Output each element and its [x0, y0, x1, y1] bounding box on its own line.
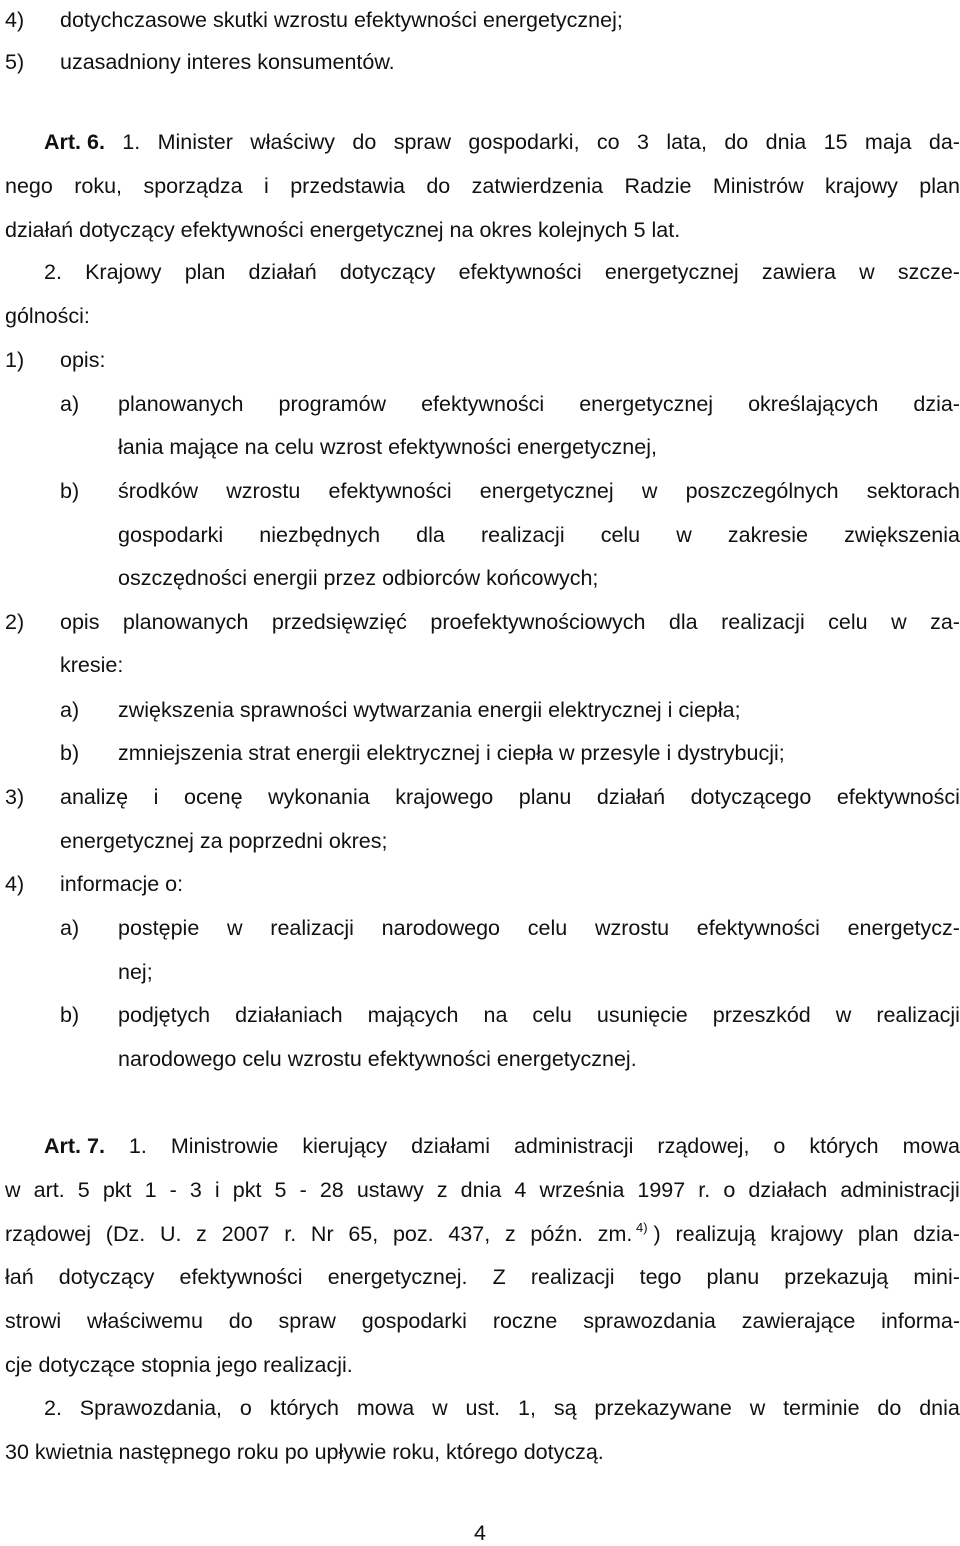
word: przedstawia: [290, 174, 405, 198]
word: planu: [706, 1265, 760, 1289]
word: Ministrów: [712, 174, 804, 198]
word: 1: [144, 1178, 157, 1202]
word: plan: [184, 260, 226, 284]
word: 1997: [637, 1178, 686, 1202]
article-label: Art. 6.: [44, 130, 105, 154]
word: łań: [5, 1265, 34, 1289]
word: 1,: [518, 1396, 536, 1420]
word: efektywności: [421, 392, 545, 416]
word: lata,: [666, 130, 707, 154]
word: zatwierdzenia: [471, 174, 604, 198]
word: Minister: [157, 130, 233, 154]
word: tego: [639, 1265, 682, 1289]
word: ust.: [465, 1396, 501, 1420]
word: w: [432, 1396, 448, 1420]
word: do: [426, 174, 451, 198]
word: opis: [60, 610, 100, 634]
word: administracji: [840, 1178, 960, 1202]
paragraph-line: [5, 1264, 960, 1290]
word: planowanych: [118, 392, 244, 416]
word: są: [553, 1396, 577, 1420]
word: r.: [284, 1222, 297, 1246]
word: w: [641, 479, 658, 503]
list-marker: b): [60, 741, 80, 765]
word: energetycznej: [604, 260, 739, 284]
word: strowi: [5, 1309, 62, 1333]
word: realizacji: [876, 1003, 960, 1027]
word: narodowego: [381, 916, 501, 940]
word: o: [773, 1134, 786, 1158]
word: których: [269, 1396, 340, 1420]
word: realizacji: [270, 916, 354, 940]
word: w: [835, 1003, 852, 1027]
word: 5: [77, 1178, 90, 1202]
word: terminie: [783, 1396, 860, 1420]
word: działań: [596, 785, 666, 809]
word: z: [504, 1222, 516, 1246]
word: gospodarki: [361, 1309, 467, 1333]
word: (Dz.: [105, 1222, 146, 1246]
word: postępie: [118, 916, 200, 940]
word: dzia-: [913, 1222, 960, 1246]
list-item-line: [118, 915, 960, 941]
list-item-line: [118, 522, 960, 548]
list-item-line: nej;: [118, 960, 153, 984]
word: Nr: [310, 1222, 334, 1246]
word: przekazywane: [594, 1396, 732, 1420]
list-item-line: oszczędności energii przez odbiorców końcowych;: [118, 566, 599, 590]
list-number: 5): [5, 50, 25, 74]
word: 1.: [128, 1134, 147, 1158]
paragraph-line: cje dotyczące stopnia jego realizacji.: [5, 1353, 353, 1377]
word: szcze-: [897, 260, 960, 284]
word: i: [214, 1178, 220, 1202]
word: rządowej,: [657, 1134, 750, 1158]
list-number: 4): [5, 8, 25, 32]
word: Krajowy: [85, 260, 162, 284]
word: administracji: [513, 1134, 634, 1158]
word: energetycz-: [847, 916, 960, 940]
word: do: [724, 130, 749, 154]
word: -: [169, 1178, 177, 1202]
word: dla: [668, 610, 698, 634]
word: krajowego: [395, 785, 494, 809]
word: roku,: [74, 174, 123, 198]
word: wzrostu: [226, 479, 301, 503]
list-item-line: zmniejszenia strat energii elektrycznej i ciepła w przesyle i dystrybucji;: [118, 741, 785, 765]
word: 2007: [221, 1222, 270, 1246]
word: niezbędnych: [259, 523, 381, 547]
word: efektywności: [328, 479, 452, 503]
word: energetycznej: [579, 392, 714, 416]
list-item-line: kresie:: [60, 653, 124, 677]
word: w: [676, 523, 692, 547]
list-marker: a): [60, 916, 80, 940]
list-item-line: [60, 609, 960, 635]
paragraph-line: działań dotyczący efektywności energetycznej na okres kolejnych 5 lat.: [5, 218, 681, 242]
word: w: [749, 1396, 766, 1420]
word: wykonania: [268, 785, 370, 809]
word: na: [483, 1003, 508, 1027]
article-heading-line: [44, 129, 960, 155]
word: dzia-: [913, 392, 960, 416]
list-item-line: [118, 478, 960, 504]
word: kierujący: [302, 1134, 388, 1158]
word: właściwy: [250, 130, 336, 154]
word: planowanych: [122, 610, 249, 634]
word: 1.: [122, 130, 141, 154]
word: mowa: [902, 1134, 960, 1158]
word: dla: [416, 523, 445, 547]
word: września: [539, 1178, 625, 1202]
word: zawierające: [741, 1309, 856, 1333]
word: działaniach: [235, 1003, 343, 1027]
word: zm. $^{4)}$ ): [597, 1220, 661, 1246]
word: określających: [748, 392, 879, 416]
word: poszczególnych: [685, 479, 839, 503]
word: właściwemu: [87, 1309, 203, 1333]
word: krajowy: [825, 174, 898, 198]
list-item-line: [118, 1002, 960, 1028]
word: art.: [33, 1178, 65, 1202]
word: energetycznej.: [327, 1265, 468, 1289]
word: pkt: [232, 1178, 262, 1202]
word: o: [239, 1396, 252, 1420]
word: do: [877, 1396, 902, 1420]
word: z: [436, 1178, 448, 1202]
word: wzrostu: [594, 916, 670, 940]
word: Radzie: [624, 174, 692, 198]
list-item-line: [60, 784, 960, 810]
word: gospodarki,: [468, 130, 580, 154]
word: co: [596, 130, 620, 154]
footnote-ref: 4): [632, 1220, 648, 1235]
word: energetycznej: [479, 479, 614, 503]
word: roczne: [492, 1309, 558, 1333]
word: mowa: [356, 1396, 415, 1420]
list-marker: 3): [5, 785, 25, 809]
word: przekazują: [784, 1265, 889, 1289]
word: celu: [600, 523, 641, 547]
word: dotyczący: [339, 260, 436, 284]
word: przedsięwzięć: [271, 610, 407, 634]
word: 3: [637, 130, 649, 154]
article-heading-line: [44, 1133, 960, 1159]
word: mini-: [913, 1265, 960, 1289]
paragraph-line: 30 kwietnia następnego roku po upływie roku, którego dotyczą.: [5, 1440, 604, 1464]
word: realizują: [675, 1222, 756, 1246]
word: analizę: [60, 785, 129, 809]
word: dnia: [919, 1396, 960, 1420]
word: z: [196, 1222, 207, 1246]
paragraph-line: gólności:: [5, 304, 90, 328]
article-label: Art. 7.: [44, 1134, 105, 1158]
word: 28: [319, 1178, 344, 1202]
paragraph-line: [44, 1395, 960, 1421]
word: w: [227, 916, 243, 940]
word: U.: [159, 1222, 182, 1246]
word: i: [264, 174, 269, 198]
word: działach: [748, 1178, 828, 1202]
list-item-line: opis:: [60, 348, 106, 372]
word: 2.: [44, 260, 62, 284]
word: realizacji: [530, 1265, 615, 1289]
list-marker: a): [60, 698, 80, 722]
list-item-text: dotychczasowe skutki wzrostu efektywności energetycznej;: [60, 8, 623, 32]
word: realizacji: [480, 523, 565, 547]
word: efektywności: [696, 916, 820, 940]
word: 437,: [448, 1222, 491, 1246]
word: ocenę: [183, 785, 243, 809]
word: 15: [823, 130, 848, 154]
word: do: [228, 1309, 253, 1333]
word: planu: [518, 785, 572, 809]
word: proefektywnościowych: [430, 610, 646, 634]
word: za-: [930, 610, 960, 634]
paragraph-line: [5, 1308, 960, 1334]
word: usunięcie: [596, 1003, 688, 1027]
paragraph-line: [44, 259, 960, 285]
word: -: [299, 1178, 307, 1202]
list-item-line: zwiększenia sprawności wytwarzania energii elektrycznej i ciepła;: [118, 698, 741, 722]
word: 5: [274, 1178, 287, 1202]
word: krajowy: [770, 1222, 844, 1246]
word: efektywności: [179, 1265, 303, 1289]
paragraph-line: [5, 1177, 960, 1203]
word: mających: [367, 1003, 459, 1027]
word: działami: [411, 1134, 490, 1158]
word: ustawy: [356, 1178, 424, 1202]
word: o: [723, 1178, 736, 1202]
word: środków: [118, 479, 199, 503]
word: dotyczący: [58, 1265, 155, 1289]
paragraph-line: [5, 173, 960, 199]
word: późn.: [530, 1222, 584, 1246]
list-item-line: narodowego celu wzrostu efektywności energetycznej.: [118, 1047, 637, 1071]
word: nego: [5, 174, 53, 198]
word: celu: [828, 610, 868, 634]
word: 3: [189, 1178, 202, 1202]
word: r.: [698, 1178, 711, 1202]
list-marker: a): [60, 392, 80, 416]
list-item-line: energetycznej za poprzedni okres;: [60, 829, 388, 853]
word: 65,: [348, 1222, 379, 1246]
word: działań: [248, 260, 317, 284]
word: i: [153, 785, 159, 809]
word: w: [891, 610, 907, 634]
page-number: 4: [474, 1521, 486, 1545]
word: informa-: [881, 1309, 960, 1333]
word: plan: [919, 174, 960, 198]
word: plan: [857, 1222, 899, 1246]
word: spraw: [393, 130, 452, 154]
word: realizacji: [721, 610, 805, 634]
word: dnia: [765, 130, 807, 154]
word: dnia: [460, 1178, 502, 1202]
word: których: [809, 1134, 879, 1158]
word: w: [859, 260, 875, 284]
word: celu: [527, 916, 568, 940]
word: do: [352, 130, 377, 154]
word: dotyczącego: [690, 785, 812, 809]
list-marker: 4): [5, 872, 25, 896]
word: poz.: [392, 1222, 434, 1246]
list-item-line: [118, 391, 960, 417]
list-marker: b): [60, 479, 80, 503]
word: celu: [532, 1003, 572, 1027]
list-item-line: informacje o:: [60, 872, 184, 896]
list-marker: 1): [5, 348, 25, 372]
word: Ministrowie: [170, 1134, 279, 1158]
word: w: [5, 1178, 21, 1202]
list-item-text: uzasadniony interes konsumentów.: [60, 50, 395, 74]
word: spraw: [278, 1309, 336, 1333]
word: zakresie: [727, 523, 808, 547]
word: maja: [864, 130, 912, 154]
word: Sprawozdania,: [79, 1396, 223, 1420]
word: sprawozdania: [583, 1309, 716, 1333]
word: rządowej: [5, 1222, 92, 1246]
word: Z: [492, 1265, 506, 1289]
word: pkt: [102, 1178, 132, 1202]
list-marker: 2): [5, 610, 25, 634]
word: 4: [514, 1178, 527, 1202]
word: da-: [928, 130, 960, 154]
list-marker: b): [60, 1003, 80, 1027]
word: sporządza: [143, 174, 243, 198]
word: sektorach: [866, 479, 960, 503]
word: efektywności: [836, 785, 960, 809]
word: gospodarki: [118, 523, 224, 547]
word: podjętych: [118, 1003, 211, 1027]
list-item-line: łania mające na celu wzrost efektywności energetycznej,: [118, 435, 657, 459]
paragraph-line: [5, 1221, 960, 1247]
word: programów: [278, 392, 387, 416]
word: zwiększenia: [844, 523, 960, 547]
word: efektywności: [458, 260, 582, 284]
word: zawiera: [761, 260, 836, 284]
word: 2.: [44, 1396, 62, 1420]
word: przeszkód: [712, 1003, 811, 1027]
